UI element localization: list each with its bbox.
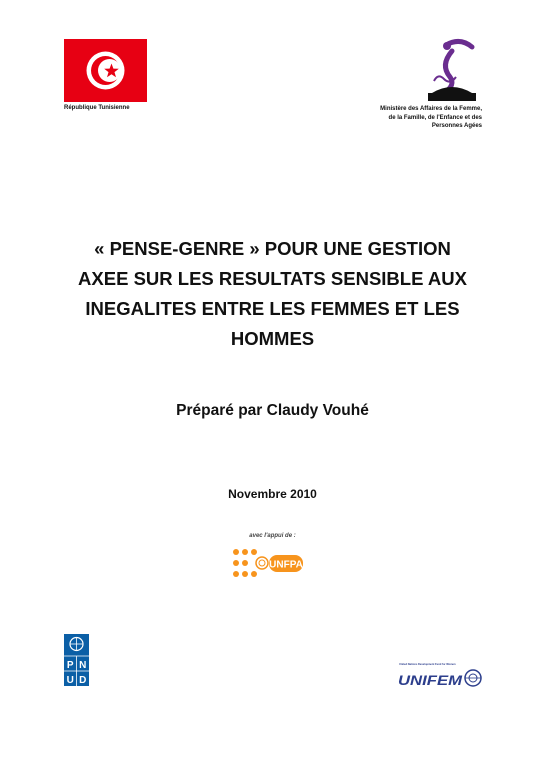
ministry-logo bbox=[428, 37, 476, 102]
title-line: AXEE SUR LES RESULTATS SENSIBLE AUX bbox=[78, 268, 467, 289]
undp-letter: U bbox=[66, 675, 74, 686]
document-title bbox=[60, 234, 485, 354]
unfpa-text: UNFPA bbox=[269, 559, 303, 571]
title-line: « PENSE-GENRE » POUR UNE GESTION bbox=[94, 238, 451, 259]
unifem-text: UNIFEM bbox=[398, 672, 463, 688]
support-caption: avec l'appui de : bbox=[249, 533, 296, 539]
tunisia-flag bbox=[64, 39, 147, 102]
undp-letter: D bbox=[79, 675, 87, 686]
unifem-subtitle: United Nations Development Fund for Women bbox=[399, 663, 456, 666]
publication-date: Novembre 2010 bbox=[228, 487, 317, 501]
title-line: HOMMES bbox=[230, 328, 315, 349]
undp-letter: P bbox=[66, 660, 74, 671]
republic-caption: République Tunisienne bbox=[64, 105, 130, 111]
title-line: INEGALITES ENTRE LES FEMMES ET LES bbox=[85, 298, 460, 319]
undp-letter: N bbox=[79, 660, 87, 671]
ministry-line: de la Famille, de l'Enfance et des bbox=[388, 114, 482, 121]
ministry-line: Personnes Agées bbox=[431, 123, 482, 129]
ministry-line: Ministère des Affaires de la Femme, bbox=[380, 106, 482, 112]
ministry-caption bbox=[350, 105, 482, 131]
unfpa-logo bbox=[232, 546, 304, 582]
unifem-logo bbox=[397, 660, 485, 690]
undp-logo bbox=[64, 634, 89, 686]
author-line: Préparé par Claudy Vouhé bbox=[176, 402, 369, 419]
